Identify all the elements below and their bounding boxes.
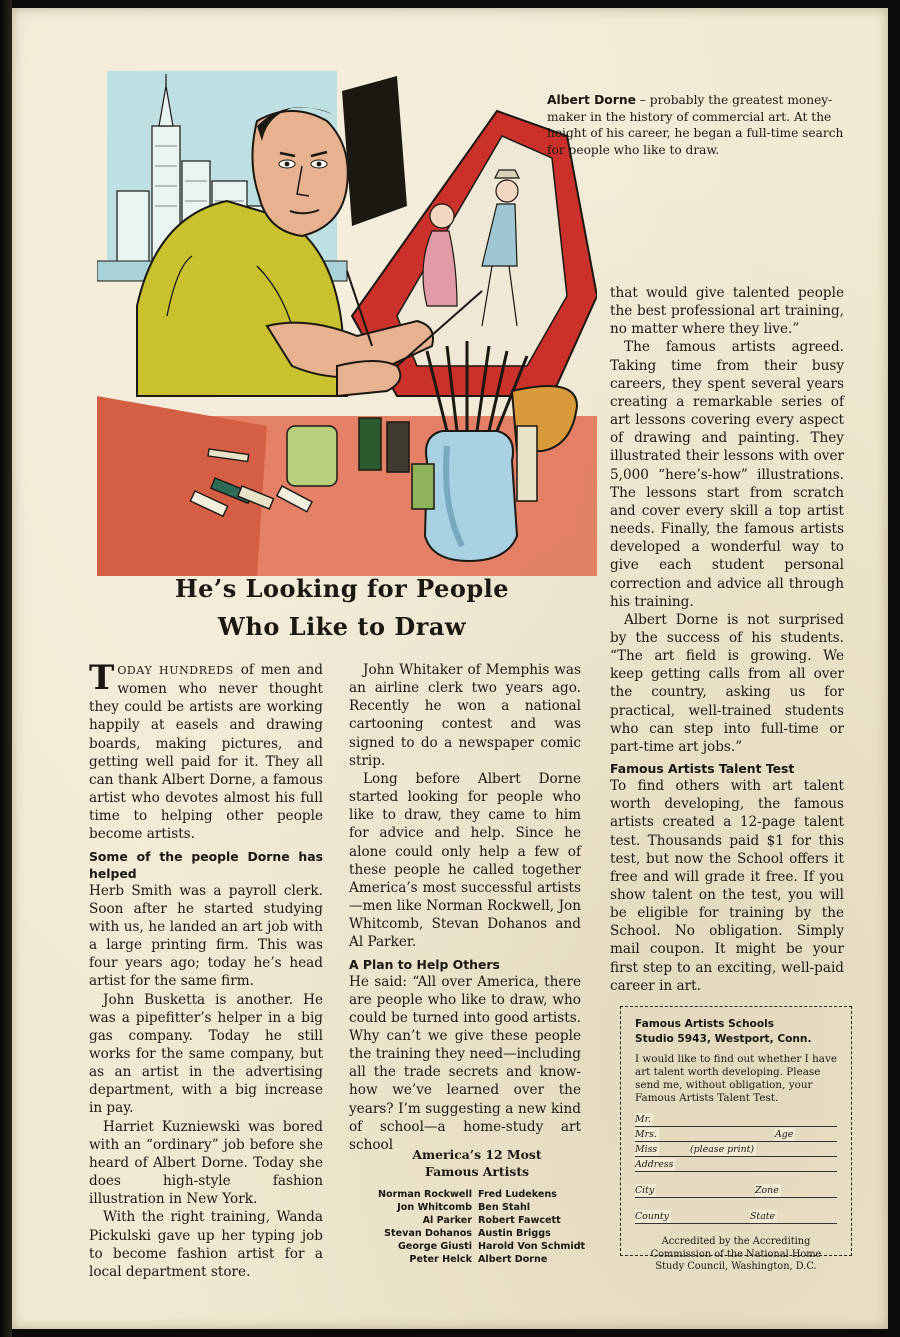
label-county: County — [635, 1211, 669, 1222]
article-column-3 — [610, 284, 844, 995]
artist-row — [357, 1227, 588, 1240]
coupon-mrs-field[interactable] — [635, 1128, 837, 1142]
intro-smallcaps: ODAY HUNDREDS — [117, 664, 234, 677]
artist-name: Peter Helck — [409, 1254, 472, 1265]
article-column-1 — [89, 658, 323, 1281]
paragraph-not-surprised: Albert Dorne is not surprised by the success of his students. “The art field is growing. We keep getting calls from all over the country, asking us for practical, well-trained students who can step into full-time or part-time art jobs.” — [610, 611, 844, 755]
paragraph-john-busketta: John Busketta is another. He was a pipefitter’s helper in a big gas company. Today he still works for the same company, but as an artist in the advertising department, with a big increase in pay. — [89, 991, 323, 1117]
label-please-print: (please print) — [690, 1144, 755, 1155]
artist-name: Robert Fawcett — [478, 1215, 561, 1226]
coupon-school: Famous Artists Schools — [635, 1018, 775, 1030]
label-age: Age — [775, 1129, 794, 1140]
artist-row — [357, 1201, 588, 1214]
paragraph-continued: that would give talented people the best professional art training, no matter where they live.” — [610, 285, 844, 338]
paragraph-john-whitaker: John Whitaker of Memphis was an airline clerk two years ago. Recently he won a national cartooning contest and was signed to do a newspaper comic strip. — [349, 662, 581, 769]
caption-name: Albert Dorne — [547, 93, 636, 107]
paragraph-harriet-kuzniewski: Harriet Kuzniewski was bored with an “ordinary” job before she heard of Albert Dorne. Today she does high-style fashion illustration in New York. — [89, 1118, 323, 1208]
artist-name: Austin Briggs — [478, 1228, 551, 1239]
intro-text: of men and women who never thought they could be artists are working happily at easels and drawing boards, making pictures, and getting well paid for it. They all can thank Albert Dorne, a famous artist who devotes almost his full time to helping other people become artists. — [89, 662, 323, 843]
artist-name: Fred Ludekens — [478, 1189, 557, 1200]
coupon-county-field[interactable] — [635, 1210, 837, 1224]
albert-dorne-illustration — [97, 66, 597, 576]
comic-back-cover-ad — [12, 8, 888, 1329]
coupon-mr-field[interactable] — [635, 1113, 837, 1127]
artist-name: Ben Stahl — [478, 1202, 531, 1213]
coupon-miss-field[interactable] — [635, 1143, 837, 1157]
subhead-talent-test: Famous Artists Talent Test — [610, 761, 795, 777]
artist-name: Norman Rockwell — [378, 1189, 472, 1200]
artists-table — [357, 1188, 588, 1266]
artist-name: Jon Whitcomb — [397, 1202, 472, 1213]
coupon-city-field[interactable] — [635, 1184, 837, 1198]
label-mr: Mr. — [635, 1114, 652, 1125]
subhead-people-helped: Some of the people Dorne has helped — [89, 848, 323, 881]
caption-text: – probably the greatest money-maker in the history of commercial art. At the height of his career, he began a full-time search for people who like to draw. — [547, 93, 844, 157]
intro-paragraph — [89, 658, 323, 844]
artist-row — [357, 1188, 588, 1201]
label-zone: Zone — [755, 1185, 779, 1196]
label-address: Address — [635, 1159, 674, 1170]
label-state: State — [750, 1211, 776, 1222]
artist-row — [357, 1253, 588, 1266]
artist-row — [357, 1240, 588, 1253]
easel-backdrop — [342, 76, 407, 226]
headline-line-2: Who Like to Draw — [217, 612, 467, 641]
famous-artists-list — [357, 1146, 597, 1266]
illustration-caption — [547, 92, 847, 158]
label-mrs: Mrs. — [635, 1129, 657, 1140]
scan-edge — [0, 0, 12, 1337]
headline — [112, 570, 572, 646]
artist-name: Harold Von Schmidt — [478, 1241, 586, 1252]
mail-coupon[interactable] — [620, 1006, 852, 1272]
artist-name: George Giusti — [398, 1241, 472, 1252]
drop-cap: T — [89, 658, 115, 698]
label-city: City — [635, 1185, 655, 1196]
paragraph-long-before: Long before Albert Dorne started looking for people who like to draw, they came to him for advice and help. Since he alone could only help a few of these people he called together America’s most successful artists—men like Norman Rockwell, Jon Whitcomb, Stevan Dohanos and Al Parker. — [349, 770, 581, 951]
paragraph-herb-smith: Herb Smith was a payroll clerk. Soon after he started studying with us, he landed an art job with a large printing firm. This was four years ago; today he’s head artist for the same firm. — [89, 882, 323, 990]
label-miss: Miss — [635, 1144, 658, 1155]
coupon-body: I would like to find out whether I have art talent worth developing. Please send me, without obligation, your Famous Artists Talent Test. — [635, 1053, 837, 1104]
coupon-studio: Studio 5943, Westport, Conn. — [635, 1032, 812, 1045]
headline-line-1: He’s Looking for People — [174, 574, 510, 603]
coupon-accreditation: Accredited by the Accrediting Commission of the National Home Study Council, Washington, D.C. — [650, 1236, 822, 1272]
artist-name: Albert Dorne — [478, 1254, 548, 1265]
artist-name: Al Parker — [422, 1215, 472, 1226]
paragraph-wanda-pickulski: With the right training, Wanda Pickulski gave up her typing job to become fashion artist for a local department store. — [89, 1209, 323, 1280]
artists-title-2: Famous Artists — [424, 1164, 530, 1179]
paragraph-he-said: He said: “All over America, there are people who like to draw, who could be turned into good artists. Why can’t we give these people the training they need—including all the trade secrets and know-how we’ve learned over the years? I’m suggesting a new kind of school—a home-study art school — [349, 973, 581, 1153]
paragraph-talent-test: To find others with art talent worth developing, the famous artists created a 12-page talent test. Thousands paid $1 for this test, but now the School offers it free and will grade it free. If you show talent on the test, you will be eligible for training by the School. No obligation. Simply mail coupon. It might be your first step to an exciting, well-paid career in art. — [610, 778, 844, 994]
paragraph-artists-agreed: The famous artists agreed. Taking time from their busy careers, they spent several years creating a remarkable series of art lessons covering every aspect of drawing and painting. They illustrated their lessons with over 5,000 “here’s-how” illustrations. The lessons start from scratch and cover every skill a top artist needs. Finally, the famous artists developed a wonderful way to give each student personal correction and advice all through his training. — [610, 339, 844, 610]
artist-name: Stevan Dohanos — [384, 1228, 472, 1239]
artist-row — [357, 1214, 588, 1227]
article-column-2 — [349, 661, 581, 1154]
artists-title-1: America’s 12 Most — [412, 1147, 542, 1162]
subhead-plan: A Plan to Help Others — [349, 956, 500, 972]
coupon-address-field[interactable] — [635, 1158, 837, 1172]
